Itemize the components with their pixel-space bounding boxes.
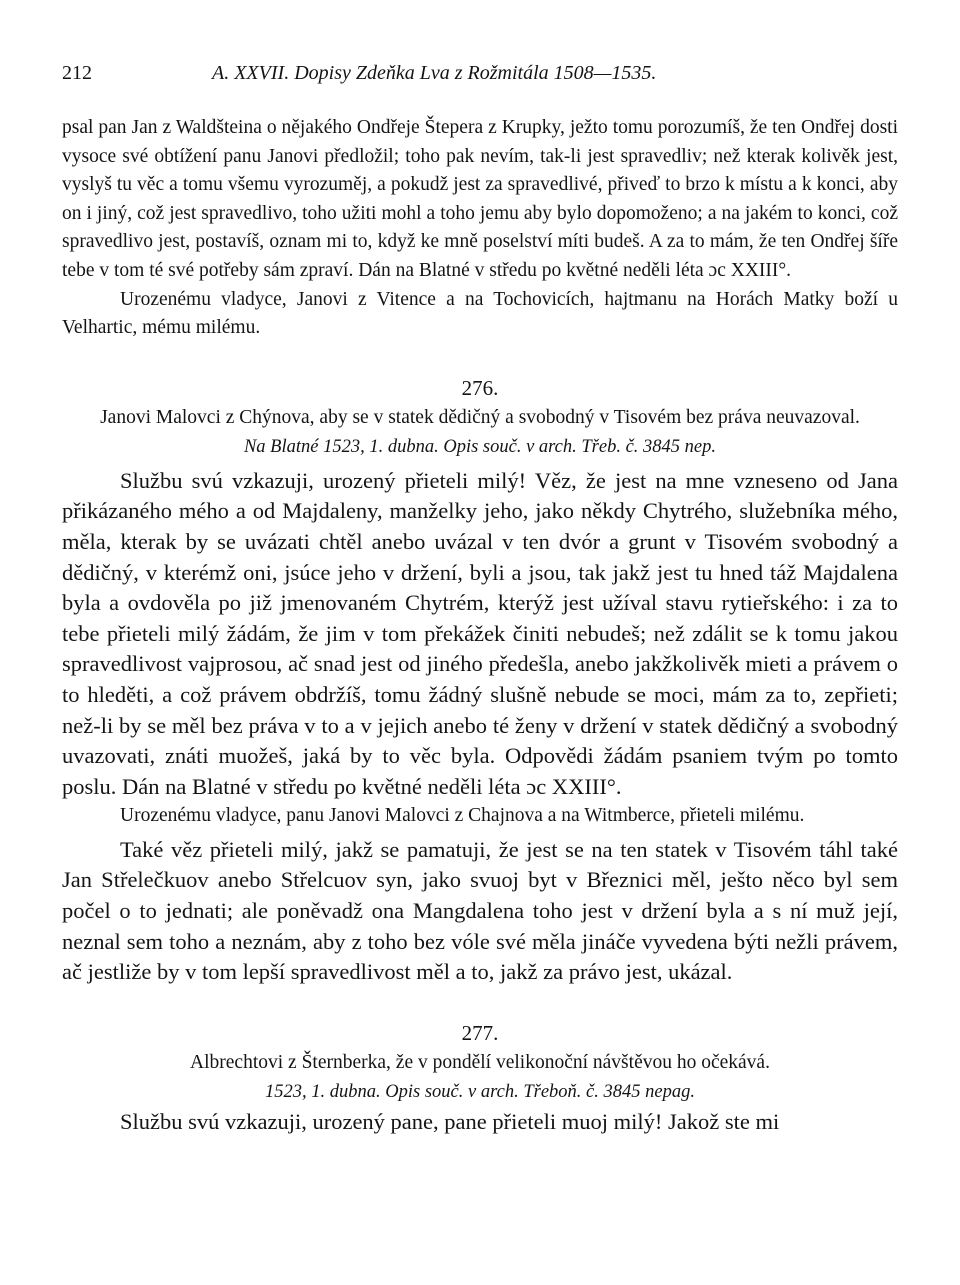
letter-276-summary: Janovi Malovci z Chýnova, aby se v statek dědičný a svobodný v Tisovém bez práva neuvazoval. — [100, 406, 860, 428]
letter-276-body: Službu svú vzkazuji, urozený přieteli milý! Věz, že jest na mne vzneseno od Jana přikázaného mého a od Majdaleny, manželky jeho, jako někdy Chytrého, služebníka mého, měla, kterak by se uvázati chtěl anebo uvázal v ten dvór a grunt v Tisovém svobodný a dědičný, v kterémž oni, jsúce jeho v držení, byli a jsou, tak jakž jest tu hned táž Majdalena byla a ovdověla po již jmenovaném Chytrém, kterýž jest užíval stavu rytieřského: i za to tebe přieteli milý žádám, že jim v tom překážek činiti nebudeš; než zdálit se k tomu jakou spravedlivost vajprosou, ač snad jest od jiného předešla, anebo jakžkolivěk mieti a právem o to hleděti, a což právem obdržíš, tomu žádný slušně nebude se moci, mám za to, zepřieti; než-li by se měl bez práva v to a v jejich anebo té ženy v držení v statek dědičný a svobodný uvazovati, znáti muožeš, jaká by to věc byla. Odpovědi žádám psaniem tvým po tomto poslu. Dán na Blatné v středu po květné neděli léta ɔc XXIII°. — [62, 467, 898, 799]
book-page — [62, 62, 898, 1137]
letter-276-address: Urozenému vladyce, panu Janovi Malovci z Chajnova a na Witmberce, přieteli milému. — [120, 805, 805, 827]
letter-276-postscript: Také věz přieteli milý, jakž se pamatuji, že jest se na ten statek v Tisovém táhl také Jan Střelečkuov anebo Střelcuov syn, jako svuoj byt v Březnici měl, ješto něco byl sem počel o to jednati; ale poněvadž ona Mangdalena toho jest v držení byla a s ní muž její, neznal sem toho a neznám, aby z toho bez vóle své měla jináče vyvedena býti nežli právem, ač jestliže by v tom lepší spravedlivost měl a to, jakž za právo jest, ukázal. — [62, 836, 898, 985]
letter-277-number: 277. — [461, 1020, 499, 1045]
running-head — [62, 62, 898, 96]
letter-276-number: 276. — [461, 375, 499, 400]
continuation-address: Urozenému vladyce, Janovi z Vitence a na Tochovicích, hajtmanu na Horách Matky boží u Velhartic, mému milému. — [62, 288, 898, 339]
letter-277-summary: Albrechtovi z Šternberka, že v pondělí velikonoční návštěvou ho očekává. — [190, 1051, 770, 1073]
letter-277-body: Službu svú vzkazuji, urozený pane, pane přieteli muoj milý! Jakož ste mi — [120, 1108, 780, 1134]
continuation-paragraph: psal pan Jan z Waldšteina o nějakého Ondřeje Štepera z Krupky, ježto tomu porozumíš, že ten Ondřej dosti vysoce své obtížení panu Janovi předložil; toho pak nevím, tak-li jest spravedliv; než kterak kolivěk jest, vyslyš tu věc a tomu všemu vyrozuměj, a pokudž jest za spravedlivé, přiveď to brzo k místu a k konci, aby on i jiný, což jest spravedlivo, toho užiti mohl a toho jemu aby bylo dopomoženo; a na jakém to konci, což spravedlivo jest, postavíš, oznam mi to, když ke mně poselství míti budeš. A za to mám, že ten Ondřej šíře tebe v tom té své potřeby sám zpraví. Dán na Blatné v středu po květné neděli léta ɔc XXIII°. — [62, 117, 898, 281]
letter-276-source: Na Blatné 1523, 1. dubna. Opis souč. v arch. Třeb. č. 3845 nep. — [243, 436, 717, 457]
letter-277-source: 1523, 1. dubna. Opis souč. v arch. Třeboň. č. 3845 nepag. — [265, 1081, 695, 1102]
page-number: 212 — [62, 62, 92, 84]
running-title: A. XXVII. Dopisy Zdeňka Lva z Rožmitála 1508—1535. — [212, 62, 657, 84]
